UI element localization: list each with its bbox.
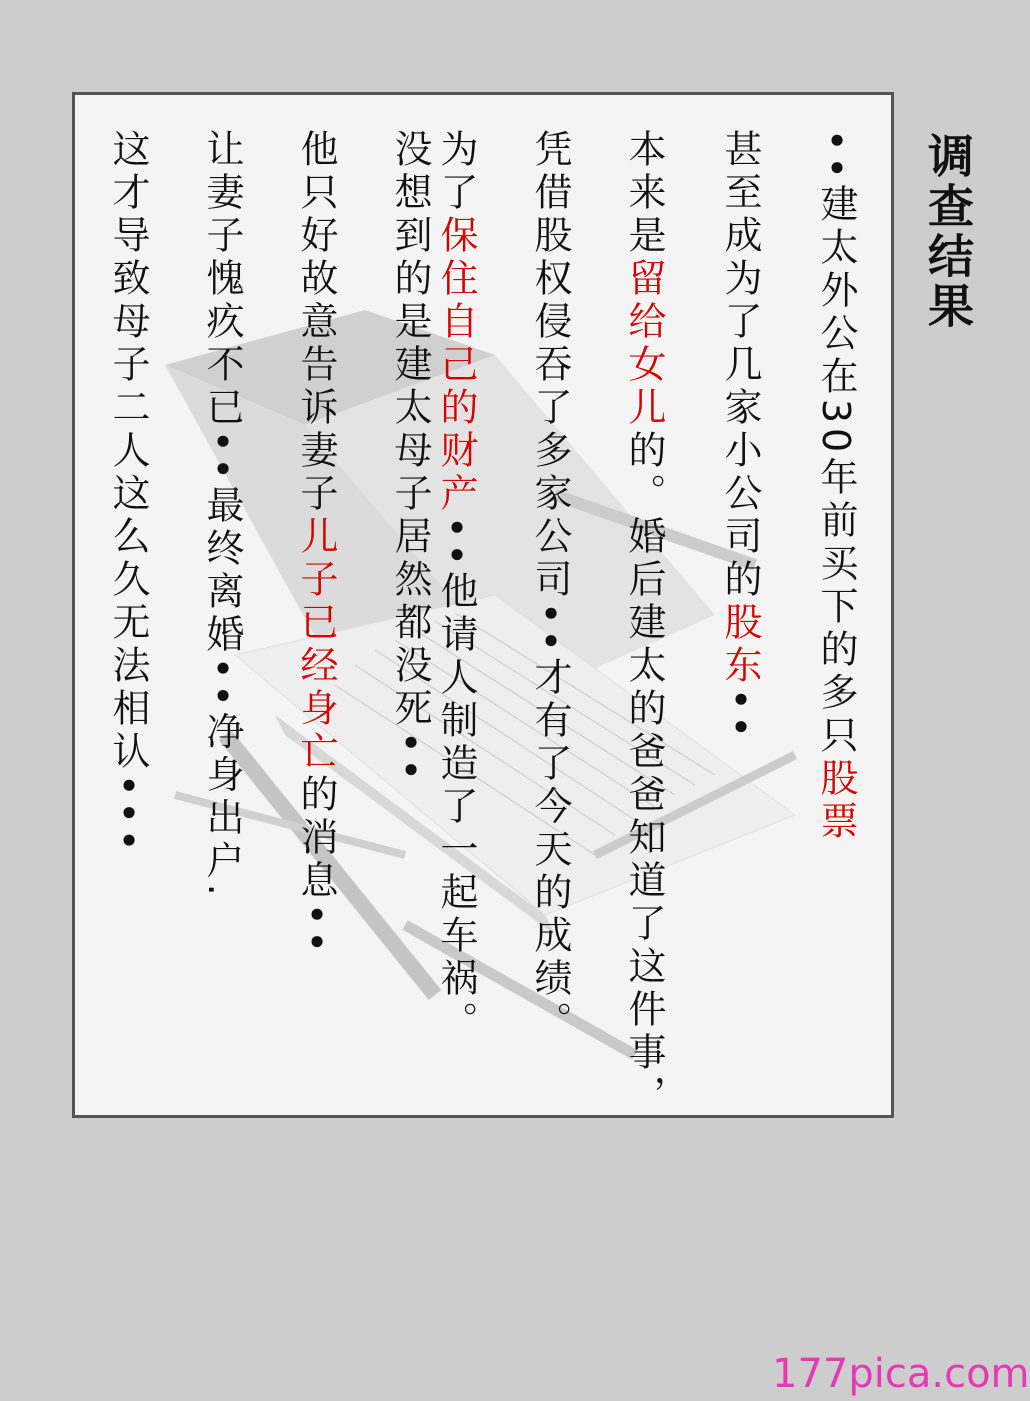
text-segment: 凭借股权侵吞了多家公司••才有了今天的成绩。	[528, 129, 572, 1044]
page-title: 调查结果	[921, 132, 975, 332]
watermark: 177pica.com	[772, 1351, 1030, 1397]
text-segment: 这才导致母子二人这么久无法相认•••	[106, 129, 150, 857]
highlighted-phrase: 股票	[814, 758, 858, 845]
text-segment: 本来是	[622, 129, 666, 258]
text-segment: ••他请人制造了一起车祸。	[434, 516, 478, 1044]
text-column	[293, 129, 339, 958]
text-segment: 没想到的是建太母子居然都没死••	[388, 129, 432, 786]
text-column	[199, 129, 245, 901]
text-segment: 甚至成为了几家小公司的	[718, 129, 762, 602]
text-column	[813, 129, 859, 844]
text-column	[387, 129, 433, 786]
text-column	[621, 129, 667, 1118]
highlighted-phrase: 保住自己的财产	[434, 215, 478, 516]
text-segment: 为了	[434, 129, 478, 215]
highlighted-phrase: 股东	[718, 602, 762, 688]
text-segment: 让妻子愧疚不已••最终离婚••净身出户.	[200, 129, 244, 901]
text-segment: 的消息••	[294, 774, 338, 958]
vertical-text-columns	[75, 95, 891, 1118]
text-segment: 的。婚后建太的爸爸知道了这件事，	[622, 430, 666, 1118]
text-column	[433, 129, 479, 1044]
text-segment: ••	[718, 688, 762, 743]
text-column	[527, 129, 573, 1044]
text-segment: 他只好故意告诉妻子	[294, 129, 338, 516]
content-panel	[72, 92, 894, 1118]
text-segment: ••建太外公在30年前买下的多只	[814, 129, 858, 759]
text-column	[105, 129, 151, 856]
text-column	[717, 129, 763, 743]
highlighted-phrase: 留给女儿	[622, 258, 666, 430]
highlighted-phrase: 儿子已经身亡	[294, 516, 338, 774]
